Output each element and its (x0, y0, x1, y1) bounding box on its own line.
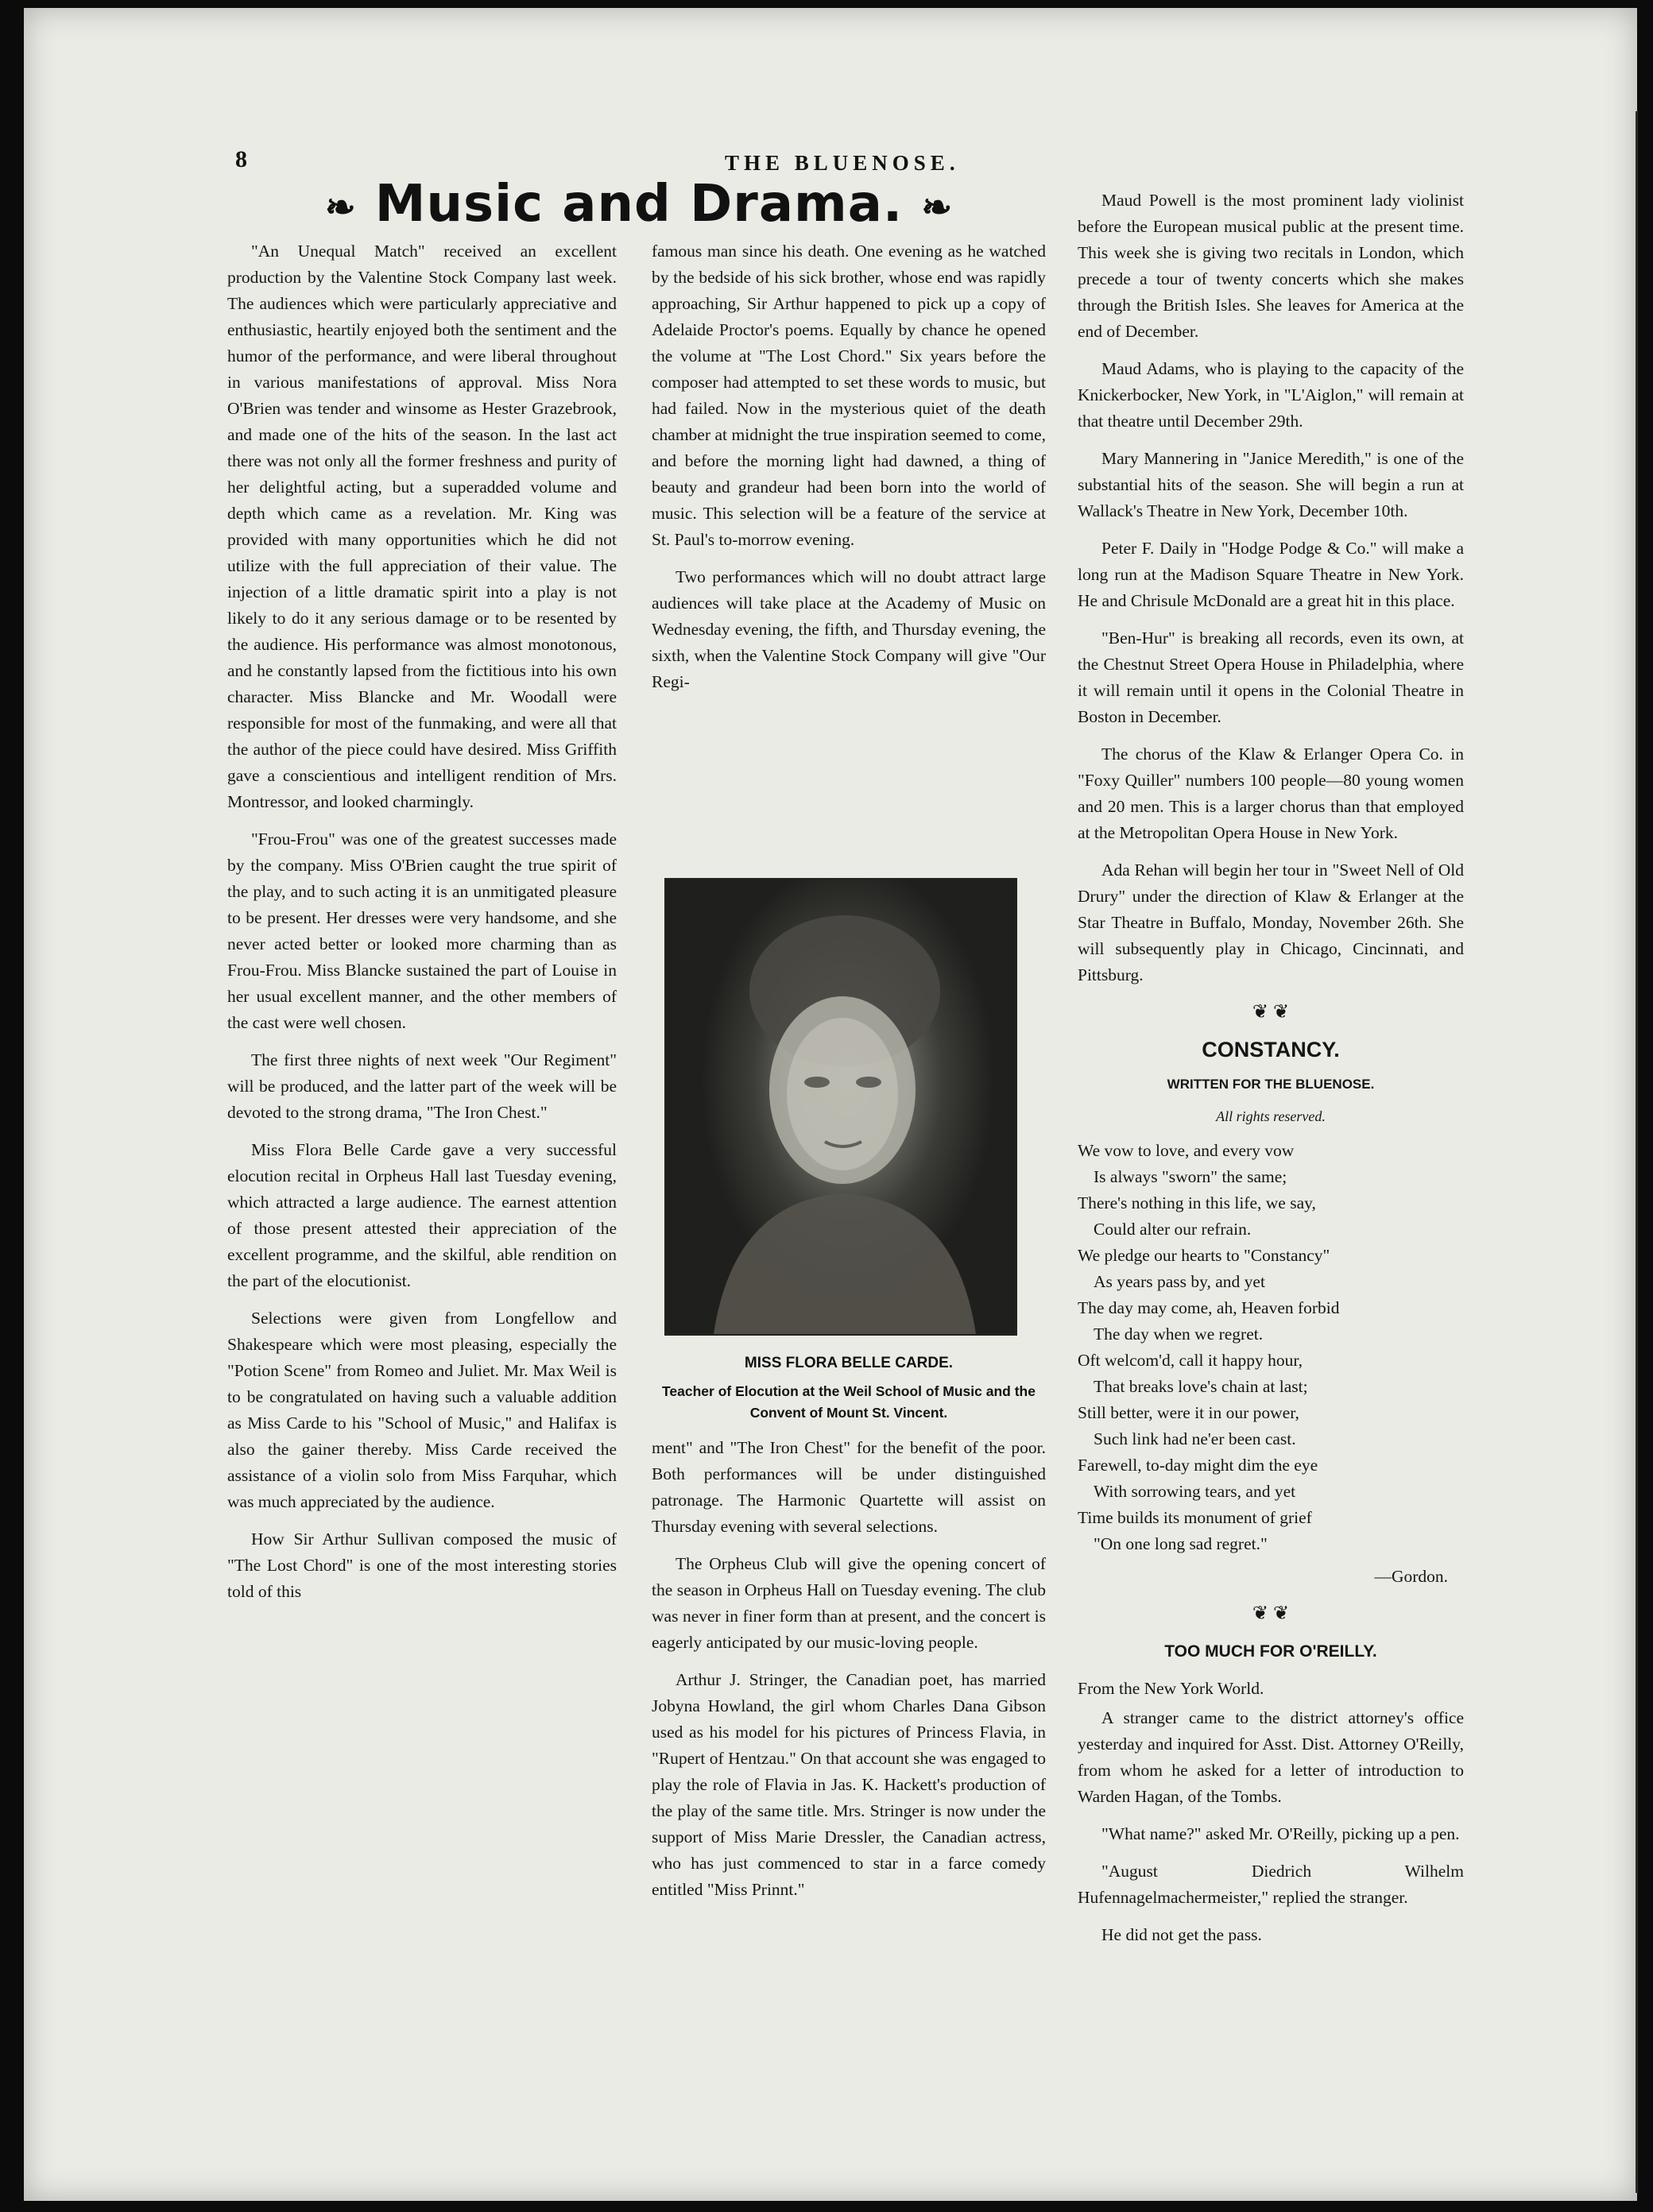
article-paragraph: The Orpheus Club will give the opening concert of the season in Orpheus Hall on Tuesday evening. The club was never in finer form than at present, and the concert is eagerly anticipated by our music-loving people. (652, 1554, 1046, 1652)
article-paragraph: Peter F. Daily in "Hodge Podge & Co." will make a long run at the Madison Square Theatre in New York. He and Chrisule McDonald are a great hit in this place. (1078, 539, 1464, 610)
poem-line: Is always "sworn" the same; (1094, 1167, 1287, 1186)
poem-line: The day may come, ah, Heaven forbid (1078, 1298, 1340, 1317)
poem-line: With sorrowing tears, and yet (1094, 1482, 1296, 1501)
portrait-illustration (666, 880, 1016, 1334)
story-paragraph: "What name?" asked Mr. O'Reilly, picking up a pen. (1101, 1824, 1460, 1843)
poem-line: The day when we regret. (1094, 1324, 1264, 1344)
column-2 (652, 238, 1046, 706)
poem-line: Oft welcom'd, call it happy hour, (1078, 1351, 1303, 1370)
column-1 (227, 238, 617, 1616)
poem-line: Farewell, to-day might dim the eye (1078, 1456, 1318, 1475)
portrait-photo (664, 878, 1017, 1336)
poem-line: "On one long sad regret." (1094, 1534, 1268, 1553)
poem-line: Could alter our refrain. (1094, 1220, 1252, 1239)
article-paragraph: The chorus of the Klaw & Erlanger Opera Co. in "Foxy Quiller" numbers 100 people—80 young women and 20 men. This is a larger chorus than that employed at the Metropolitan Opera House in New York. (1078, 744, 1464, 842)
story-paragraph: "August Diedrich Wilhelm Hufennagelmachermeister," replied the stranger. (1078, 1862, 1464, 1907)
poem-line: Still better, were it in our power, (1078, 1403, 1299, 1422)
poem-line: Time builds its monument of grief (1078, 1508, 1312, 1527)
poem-title: CONSTANCY. (1202, 1038, 1340, 1062)
poem-signature: —Gordon. (1374, 1567, 1448, 1586)
poem-line: As years pass by, and yet (1094, 1272, 1265, 1291)
fleuron-icon: ❦ ❦ (1252, 1603, 1290, 1624)
column-3 (1078, 188, 1464, 1959)
article-paragraph: Miss Flora Belle Carde gave a very successful elocution recital in Orpheus Hall last Tuesday evening, which attracted a large audience. The earnest attention of those present attested their appreciation of the excellent programme, and the skilful, able rendition on the part of the elocutionist. (227, 1140, 617, 1290)
article-paragraph: "Ben-Hur" is breaking all records, even its own, at the Chestnut Street Opera House in Philadelphia, where it will remain until it opens in the Colonial Theatre in Boston in December. (1078, 628, 1464, 726)
article-paragraph: The first three nights of next week "Our Regiment" will be produced, and the latter part of the week will be devoted to the strong drama, "The Iron Chest." (227, 1050, 617, 1122)
page-number: 8 (235, 146, 247, 172)
masthead: THE BLUENOSE. (725, 151, 960, 175)
article-paragraph: How Sir Arthur Sullivan composed the music of "The Lost Chord" is one of the most interesting stories told of this (227, 1529, 617, 1601)
photo-caption-subtitle: Teacher of Elocution at the Weil School of Music and the Convent of Mount St. Vincent. (662, 1383, 1036, 1421)
section-title (313, 175, 965, 234)
page-edge-rule (1636, 111, 1638, 2193)
article-paragraph: ment" and "The Iron Chest" for the benefit of the poor. Both performances will be under distinguished patronage. The Harmonic Quartette will assist on Thursday evening with several selections. (652, 1438, 1046, 1536)
poem-line: We pledge our hearts to "Constancy" (1078, 1246, 1330, 1265)
story-paragraph: A stranger came to the district attorney's office yesterday and inquired for Asst. Dist. Attorney O'Reilly, from whom he asked for a letter of introduction to Warden Hagan, of the Tombs. (1078, 1708, 1464, 1806)
article-paragraph: famous man since his death. One evening as he watched by the bedside of his sick brother, whose end was rapidly approaching, Sir Arthur happened to pick up a copy of Adelaide Proctor's poems. Equally by chance he opened the volume at "The Lost Chord." Six years before the composer had attempted to set these words to music, but had failed. Now in the mysterious quiet of the death chamber at midnight the true inspiration seemed to come, and before the morning light had dawned, a thing of beauty and grandeur had been born into the world of music. This selection will be a feature of the service at St. Paul's to-morrow evening. (652, 242, 1046, 549)
article-paragraph: "Frou-Frou" was one of the greatest successes made by the company. Miss O'Brien caught the true spirit of the play, and to such acting it is an unmitigated pleasure to be present. Her dresses were very handsome, and she never acted better or looked more charming than as Frou-Frou. Miss Blancke sustained the part of Louise in her usual excellent manner, and the other members of the cast were well chosen. (227, 830, 617, 1032)
poem-body (1078, 1138, 1464, 1557)
poem-line: There's nothing in this life, we say, (1078, 1193, 1316, 1212)
ornament-left-icon: ❧ (324, 185, 357, 229)
section-title-text: Music and Drama. (374, 175, 904, 234)
article-paragraph: Selections were given from Longfellow and Shakespeare which were most pleasing, especially the "Potion Scene" from Romeo and Juliet. Mr. Max Weil is to be congratulated on having such a valuable addition as Miss Carde to his "School of Music," and Halifax is also the gainer thereby. Miss Carde received the assistance of a violin solo from Miss Farquhar, which was much appreciated by the audience. (227, 1309, 617, 1511)
poem-subtitle: WRITTEN FOR THE BLUENOSE. (1167, 1077, 1375, 1092)
article-paragraph: Maud Adams, who is playing to the capacity of the Knickerbocker, New York, in "L'Aiglon," will remain at that theatre until December 29th. (1078, 359, 1464, 431)
article-paragraph: Maud Powell is the most prominent lady violinist before the European musical public at the present time. This week she is giving two recitals in London, which precede a tour of twenty concerts which she makes through the British Isles. She leaves for America at the end of December. (1078, 191, 1464, 341)
story-source: From the New York World. (1078, 1679, 1264, 1698)
fleuron-icon: ❦ ❦ (1252, 1002, 1290, 1023)
poem-line: We vow to love, and every vow (1078, 1141, 1295, 1160)
article-paragraph: Ada Rehan will begin her tour in "Sweet Nell of Old Drury" under the direction of Klaw & Erlanger at the Star Theatre in Buffalo, Monday, November 26th. She will subsequently play in Chicago, Cincinnati, and Pittsburg. (1078, 860, 1464, 984)
story-title: TOO MUCH FOR O'REILLY. (1164, 1642, 1377, 1661)
ornament-right-icon: ❧ (921, 185, 954, 229)
poem-rights: All rights reserved. (1216, 1108, 1326, 1124)
article-paragraph: "An Unequal Match" received an excellent production by the Valentine Stock Company last week. The audiences which were particularly appreciative and enthusiastic, heartily enjoyed both the sentiment and the humor of the performance, and were liberal throughout in various manifestations of approval. Miss Nora O'Brien was tender and winsome as Hester Grazebrook, and made one of the hits of the season. In the last act there was not only all the former freshness and purity of her delightful acting, but a superadded volume and depth which came as a revelation. Mr. King was provided with many opportunities which he did not utilize with the full appreciation of their value. The injection of a little dramatic spirit into a play is not likely to do it any serious damage or to be resented by the audience. His performance was almost monotonous, and he constantly lapsed from the fictitious into his own character. Miss Blancke and Mr. Woodall were responsible for most of the funmaking, and were all that the author of the piece could have desired. Miss Griffith gave a conscientious and intelligent rendition of Mrs. Montressor, and looked charmingly. (227, 242, 617, 811)
article-paragraph: Mary Mannering in "Janice Meredith," is one of the substantial hits of the season. She will begin a run at Wallack's Theatre in New York, December 10th. (1078, 449, 1464, 520)
column-2-continued (652, 1435, 1046, 1914)
poem-line: That breaks love's chain at last; (1094, 1377, 1308, 1396)
story-paragraph: He did not get the pass. (1101, 1925, 1262, 1944)
article-paragraph: Two performances which will no doubt attract large audiences will take place at the Academy of Music on Wednesday evening, the fifth, and Thursday evening, the sixth, when the Valentine Stock Company will give "Our Regi- (652, 567, 1046, 691)
article-paragraph: Arthur J. Stringer, the Canadian poet, has married Jobyna Howland, the girl whom Charles Dana Gibson used as his model for his pictures of Princess Flavia, in "Rupert of Hentzau." On that account she was engaged to play the role of Flavia in Jas. K. Hackett's production of the play of the same title. Mrs. Stringer is now under the support of Miss Marie Dressler, the Canadian actress, who has just commenced to star in a farce comedy entitled "Miss Prinnt." (652, 1670, 1046, 1899)
photo-caption: MISS FLORA BELLE CARDE. (744, 1355, 954, 1371)
poem-line: Such link had ne'er been cast. (1094, 1429, 1296, 1448)
